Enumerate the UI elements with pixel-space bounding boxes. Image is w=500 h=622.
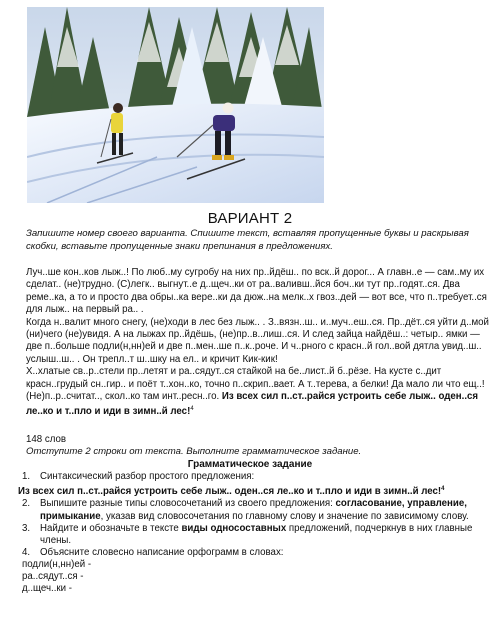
task-3-bold: виды односоставных — [181, 522, 287, 534]
task-text — [40, 498, 492, 522]
word-count: 148 слов — [26, 434, 66, 445]
task-number: 4. — [22, 546, 31, 558]
orthogram-words — [22, 559, 492, 595]
task-2-bold: согласование, управление, примыкание — [40, 498, 467, 522]
task-3-text-b: предложений, подчеркнув в них главные члены. — [40, 522, 473, 546]
task-1-sentence-text: Из всех сил п..ст..райся устроить себе лыж.. оден..ся ле..ко и т..пло и иди в зимн..й лес! — [18, 486, 442, 498]
orthogram-word: подли(н,нн)ей - — [22, 558, 92, 570]
task-number: 3. — [22, 522, 31, 534]
task-1-sentence — [18, 483, 492, 498]
skiers-photo — [27, 7, 324, 203]
task-item-4 — [22, 547, 492, 559]
task-list — [18, 471, 492, 595]
task-2-text-b: , указав вид словосочетания по главному слову и значение по зависимому слову. — [100, 510, 469, 522]
text-paragraph-2: Когда н..валит много снегу, (не)ходи в лес без лыж.. . З..вязн..ш.. и..муч..еш..ся. Пр..дёт..ся уйти д..мой (ни)чего (не)увидя. А на лыжах пр..йдёшь, (не)пр..в..лиш..ся. И след зайца найдёш..: четыр.. ямки — две п..больше подли(н,нн)ей и две п..мен..ше п..к..роче. И ч..рного с красн..й гол..вой дятла увид..ш.. услыш..ш.. . Он трепл..т ш..шку на ел.. и кричит Кик-кик! — [26, 316, 489, 365]
orthogram-word: д..щеч..ки - — [22, 583, 72, 595]
dictation-text — [26, 267, 492, 419]
text-paragraph-3 — [26, 366, 492, 419]
task-item-2 — [22, 498, 492, 522]
instruction-text: Запишите номер своего варианта. Спишите текст, вставляя пропущенные буквы и раскрывая скобки, вставьте пропущенные знаки препинания в предложениях. — [26, 228, 469, 252]
task-number: 2. — [22, 498, 31, 510]
variant-title: ВАРИАНТ 2 — [207, 210, 293, 227]
task-title: Грамматическое задание — [187, 459, 313, 470]
task-number: 1. — [22, 471, 31, 482]
task-1-sentence-number: 4 — [441, 486, 445, 493]
task-item-1 — [22, 471, 492, 483]
task-3-text-a: Найдите и обозначьте в тексте — [40, 522, 182, 534]
orthogram-word: ра..сядут..ся - — [22, 570, 84, 582]
sentence-number: 4 — [190, 406, 194, 413]
text-bold-sentence: Из всех сил п..ст..райся устроить себе лыж.. оден..ся ле..ко и т..пло и иди в зимн..й лес! — [26, 391, 479, 418]
task-text: Объясните словесно написание орфограмм в словах: — [40, 546, 284, 558]
task-text — [40, 523, 492, 547]
task-item-3 — [22, 523, 492, 547]
task-text: Синтаксический разбор простого предложения: — [40, 471, 255, 482]
text-paragraph-1: Луч..ше кон..ков лыж..! По люб..му сугробу на них пр..йдёш.. по вск..й дорог... А главн..е — сам..му их сделат.. (не)трудно. (С)легк.. выгнут..е д..щеч..ки от ра..валивш..йся боч..ки тут пр..годят..ся. Два реме..ка, а то и просто два обры..ка вере..ки да дюж..на мелк..х гвоз..дей — вот все, что п..требует..ся для лыж.. на первый ра.. . — [26, 267, 487, 316]
indent-note: Отступите 2 строки от текста. Выполните грамматическое задание. — [26, 446, 362, 457]
task-2-text-a: Выпишите разные типы словосочетаний из своего предложения: — [40, 498, 336, 510]
text-paragraph-3-body: Х..хлатые св..р..стели пр..летят и ра..сядут..ся стайкой на бе..лист..й б..рёзе. На кусте с..дит красн..грудый сн..гир.. и поёт т..хон..ко, точно п..скрип..вает. А т..терева, а белки! Да мало ли что ещ..! (Не)п..р..считат.., скол..ко там инт..ресн..го. — [26, 366, 485, 403]
